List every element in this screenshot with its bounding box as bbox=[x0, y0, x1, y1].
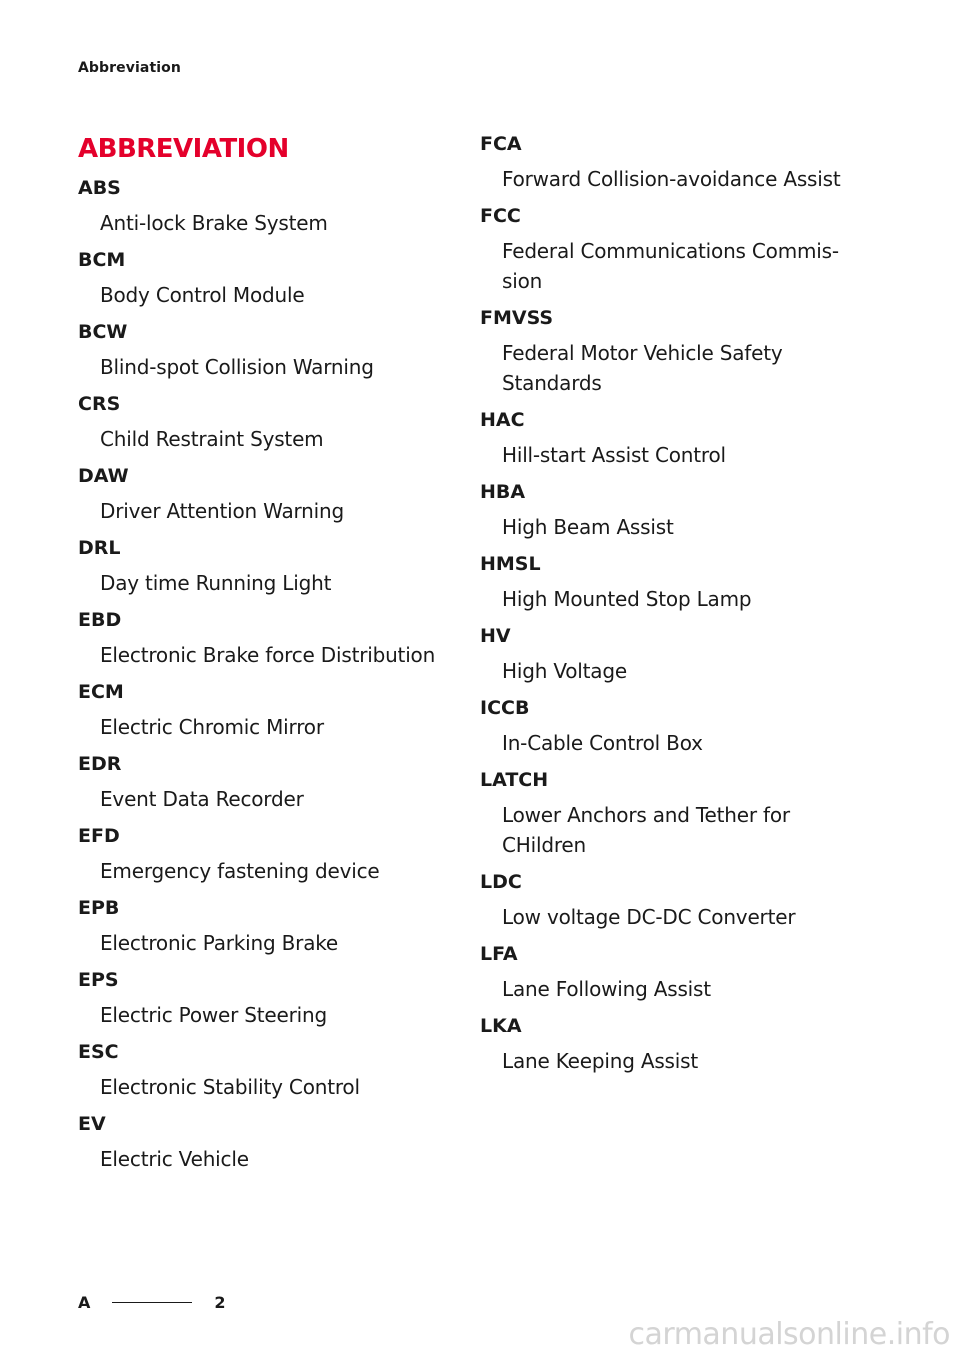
abbreviation-term: FCA bbox=[480, 133, 522, 155]
abbreviation-definition: High Voltage bbox=[502, 659, 627, 683]
abbreviation-term: CRS bbox=[78, 393, 121, 415]
abbreviation-definition: Driver Attention Warning bbox=[100, 499, 344, 523]
abbreviation-entry bbox=[480, 624, 870, 686]
abbreviation-definition: In-Cable Control Box bbox=[502, 731, 703, 755]
abbreviation-term: HBA bbox=[480, 481, 526, 503]
abbreviation-definition: Forward Collision-avoidance Assist bbox=[502, 167, 841, 191]
abbreviation-definition: High Beam Assist bbox=[502, 515, 674, 539]
abbreviation-term: LFA bbox=[480, 943, 518, 965]
abbreviation-term: EPS bbox=[78, 969, 119, 991]
abbreviation-term: ICCB bbox=[480, 697, 530, 719]
abbreviation-entry bbox=[78, 824, 468, 886]
abbreviation-term: ECM bbox=[78, 681, 124, 703]
abbreviation-entry bbox=[78, 1112, 468, 1174]
abbreviation-term: EDR bbox=[78, 753, 122, 775]
abbreviation-entry bbox=[78, 320, 468, 382]
abbreviation-definition: Hill-start Assist Control bbox=[502, 443, 726, 467]
abbreviation-definition: Lower Anchors and Tether for CHildren bbox=[502, 803, 790, 857]
abbreviation-term: EFD bbox=[78, 825, 120, 847]
abbreviation-term: EBD bbox=[78, 609, 122, 631]
footer-divider bbox=[112, 1302, 192, 1303]
section-letter: A bbox=[78, 1293, 91, 1312]
abbreviation-definition: Low voltage DC-DC Converter bbox=[502, 905, 796, 929]
page-footer bbox=[78, 1293, 226, 1312]
abbreviation-definition: Lane Following Assist bbox=[502, 977, 711, 1001]
abbreviation-term: LKA bbox=[480, 1015, 522, 1037]
abbreviation-definition: Body Control Module bbox=[100, 283, 305, 307]
abbreviation-definition: Emergency fastening device bbox=[100, 859, 380, 883]
abbreviation-definition: Event Data Recorder bbox=[100, 787, 304, 811]
right-entry-list bbox=[480, 132, 870, 1076]
abbreviation-entry bbox=[78, 608, 468, 670]
abbreviation-definition: Blind-spot Collision Warning bbox=[100, 355, 374, 379]
abbreviation-term: FMVSS bbox=[480, 307, 554, 329]
abbreviation-term: EV bbox=[78, 1113, 106, 1135]
abbreviation-entry bbox=[480, 942, 870, 1004]
abbreviation-entry bbox=[78, 752, 468, 814]
abbreviation-entry bbox=[480, 870, 870, 932]
abbreviation-term: HAC bbox=[480, 409, 525, 431]
abbreviation-entry bbox=[78, 392, 468, 454]
abbreviation-entry bbox=[480, 768, 870, 860]
abbreviation-entry bbox=[480, 696, 870, 758]
abbreviation-term: DRL bbox=[78, 537, 121, 559]
page-number: 2 bbox=[214, 1293, 226, 1312]
abbreviation-definition: Anti-lock Brake System bbox=[100, 211, 328, 235]
abbreviation-definition: Federal Communications Commis-sion bbox=[502, 239, 839, 293]
abbreviation-entry bbox=[78, 1040, 468, 1102]
abbreviation-entry bbox=[78, 464, 468, 526]
abbreviation-term: HV bbox=[480, 625, 511, 647]
abbreviation-entry bbox=[480, 132, 870, 194]
abbreviation-definition: Electronic Parking Brake bbox=[100, 931, 339, 955]
abbreviation-term: ESC bbox=[78, 1041, 119, 1063]
left-entry-list bbox=[78, 176, 468, 1174]
abbreviation-definition: Electric Power Steering bbox=[100, 1003, 327, 1027]
running-header: Abbreviation bbox=[78, 60, 181, 76]
section-title: ABBREVIATION bbox=[78, 134, 289, 164]
abbreviation-entry bbox=[480, 552, 870, 614]
abbreviation-definition: High Mounted Stop Lamp bbox=[502, 587, 752, 611]
abbreviation-term: LATCH bbox=[480, 769, 549, 791]
abbreviation-definition: Electric Vehicle bbox=[100, 1147, 249, 1171]
abbreviation-entry bbox=[78, 248, 468, 310]
abbreviation-term: BCM bbox=[78, 249, 126, 271]
abbreviation-entry bbox=[480, 480, 870, 542]
abbreviation-entry bbox=[78, 896, 468, 958]
abbreviation-entry bbox=[480, 1014, 870, 1076]
abbreviation-entry bbox=[78, 536, 468, 598]
abbreviation-term: ABS bbox=[78, 177, 121, 199]
abbreviation-definition: Federal Motor Vehicle Safety Standards bbox=[502, 341, 783, 395]
right-column bbox=[480, 130, 870, 1086]
abbreviation-definition: Electronic Brake force Distribution bbox=[100, 643, 436, 667]
abbreviation-entry bbox=[78, 176, 468, 238]
abbreviation-entry bbox=[480, 204, 870, 296]
abbreviation-term: LDC bbox=[480, 871, 522, 893]
abbreviation-definition: Electric Chromic Mirror bbox=[100, 715, 324, 739]
abbreviation-entry bbox=[78, 680, 468, 742]
left-column bbox=[78, 130, 468, 1184]
abbreviation-entry bbox=[78, 968, 468, 1030]
abbreviation-term: BCW bbox=[78, 321, 128, 343]
abbreviation-term: HMSL bbox=[480, 553, 541, 575]
abbreviation-definition: Electronic Stability Control bbox=[100, 1075, 360, 1099]
abbreviation-term: DAW bbox=[78, 465, 129, 487]
abbreviation-term: EPB bbox=[78, 897, 120, 919]
abbreviation-term: FCC bbox=[480, 205, 521, 227]
abbreviation-definition: Day time Running Light bbox=[100, 571, 332, 595]
abbreviation-definition: Child Restraint System bbox=[100, 427, 324, 451]
abbreviation-definition: Lane Keeping Assist bbox=[502, 1049, 698, 1073]
abbreviation-entry bbox=[480, 408, 870, 470]
watermark: carmanualsonline.info bbox=[628, 1317, 950, 1352]
abbreviation-entry bbox=[480, 306, 870, 398]
